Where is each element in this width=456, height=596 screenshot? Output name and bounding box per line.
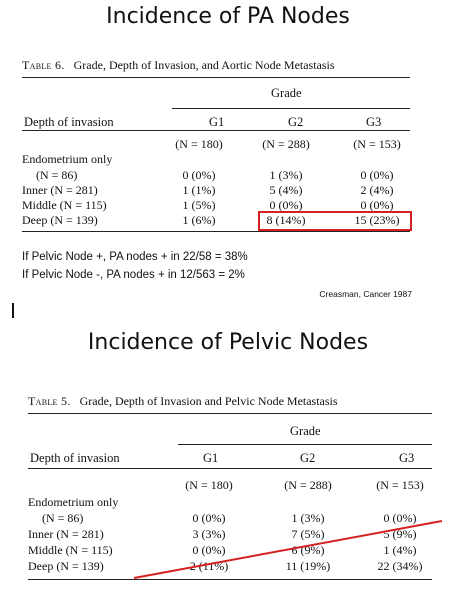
grade-header: Grade bbox=[290, 424, 321, 438]
row-label: Middle (N = 115) bbox=[22, 198, 107, 212]
table-cell: 15 (23%) bbox=[354, 213, 400, 227]
table-cell: 6 (9%) bbox=[291, 543, 325, 557]
table-cell: 0 (0%) bbox=[360, 198, 394, 212]
table-cell: 1 (3%) bbox=[269, 168, 303, 182]
row-label: Inner (N = 281) bbox=[22, 183, 98, 197]
table-cell: 11 (19%) bbox=[285, 559, 331, 573]
table-cell: 1 (3%) bbox=[291, 511, 325, 525]
col-header-g3: G3 bbox=[399, 451, 415, 465]
table-cell: 0 (0%) bbox=[383, 511, 417, 525]
row-label: Middle (N = 115) bbox=[28, 543, 113, 557]
table-cell: 1 (6%) bbox=[182, 213, 216, 227]
pelvic-nodes-title: Incidence of Pelvic Nodes bbox=[87, 330, 369, 355]
n-g1: (N = 180) bbox=[175, 137, 223, 151]
col-header-g3: G3 bbox=[366, 115, 382, 129]
table-cell: 1 (1%) bbox=[182, 183, 216, 197]
table-cell: 0 (0%) bbox=[269, 198, 303, 212]
col-header-g2: G2 bbox=[300, 451, 316, 465]
table-label: Table 5. bbox=[28, 394, 71, 408]
n-g3: (N = 153) bbox=[353, 137, 401, 151]
table-cell: 2 (4%) bbox=[360, 183, 394, 197]
strike-through-line bbox=[134, 521, 442, 578]
table-cell: 3 (3%) bbox=[192, 527, 226, 541]
table-caption-text: Grade, Depth of Invasion and Pelvic Node Metastasis bbox=[79, 394, 338, 408]
row-label: Deep (N = 139) bbox=[28, 559, 104, 573]
col-header-g1: G1 bbox=[209, 115, 225, 129]
table-cell: 5 (9%) bbox=[383, 527, 417, 541]
table-cell: 0 (0%) bbox=[192, 511, 226, 525]
row-label: Deep (N = 139) bbox=[22, 213, 98, 227]
row-label: (N = 86) bbox=[42, 511, 84, 525]
table-cell: 22 (34%) bbox=[377, 559, 423, 573]
col-header-g1: G1 bbox=[203, 451, 219, 465]
table-cell: 7 (5%) bbox=[291, 527, 325, 541]
pa-nodes-title: Incidence of PA Nodes bbox=[106, 4, 350, 29]
row-label: (N = 86) bbox=[36, 168, 78, 182]
col-header-g2: G2 bbox=[288, 115, 304, 129]
n-g2: (N = 288) bbox=[284, 478, 332, 492]
table-cell: 5 (4%) bbox=[269, 183, 303, 197]
table-cell: 1 (5%) bbox=[182, 198, 216, 212]
table-cell: 0 (0%) bbox=[182, 168, 216, 182]
grade-header: Grade bbox=[271, 86, 302, 100]
table-cell: 8 (14%) bbox=[266, 213, 306, 227]
n-g1: (N = 180) bbox=[185, 478, 233, 492]
n-g2: (N = 288) bbox=[262, 137, 310, 151]
section-label: Endometrium only bbox=[22, 152, 113, 166]
table-cell: 1 (4%) bbox=[383, 543, 417, 557]
n-g3: (N = 153) bbox=[376, 478, 424, 492]
depth-header: Depth of invasion bbox=[30, 451, 120, 465]
citation: Creasman, Cancer 1987 bbox=[319, 289, 412, 299]
table-cell: 0 (0%) bbox=[192, 543, 226, 557]
table-cell: 2 (11%) bbox=[189, 559, 229, 573]
row-label: Inner (N = 281) bbox=[28, 527, 104, 541]
table-caption-text: Grade, Depth of Invasion, and Aortic Node Metastasis bbox=[73, 58, 335, 72]
table-cell: 0 (0%) bbox=[360, 168, 394, 182]
table-label: Table 6. bbox=[22, 58, 65, 72]
pelvic-negative-note: If Pelvic Node -, PA nodes + in 12/563 = 2% bbox=[22, 269, 245, 281]
depth-header: Depth of invasion bbox=[24, 115, 114, 129]
pelvic-positive-note: If Pelvic Node +, PA nodes + in 22/58 = 38% bbox=[22, 251, 248, 263]
section-label: Endometrium only bbox=[28, 495, 119, 509]
